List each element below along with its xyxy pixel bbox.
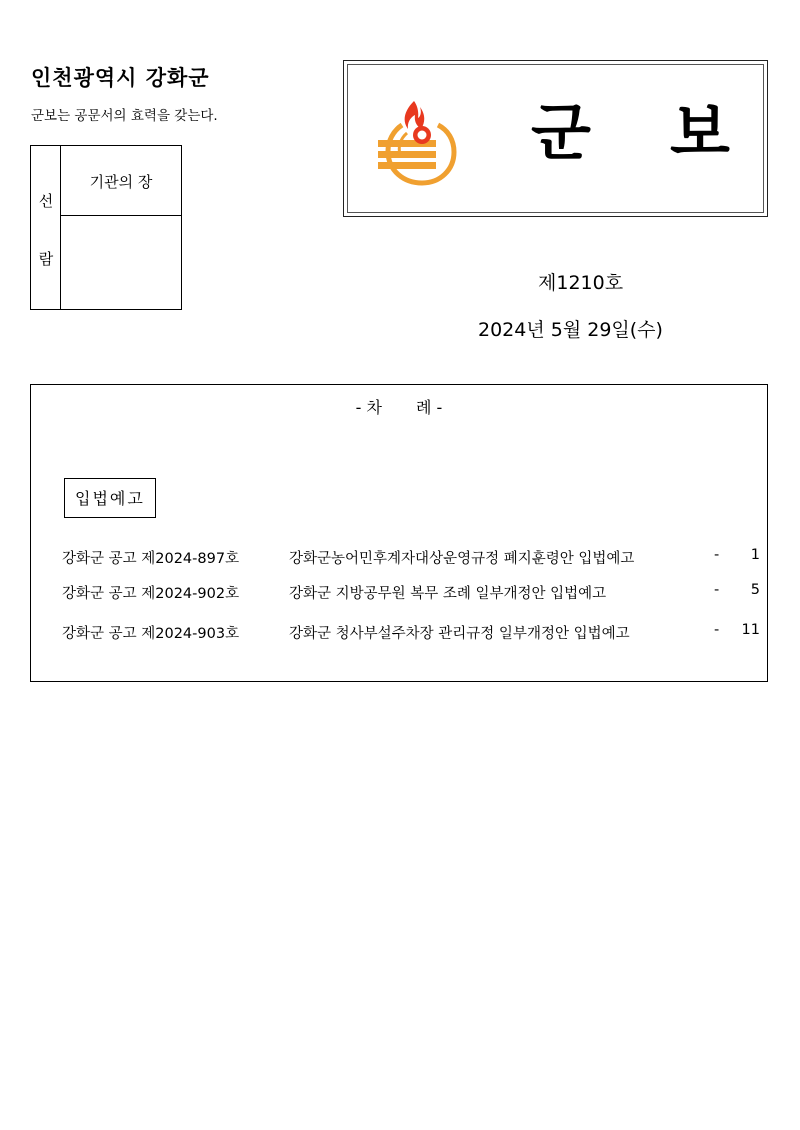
toc-title-left: - 차 [355, 398, 382, 417]
toc-entry-page: 11 [741, 622, 760, 638]
legal-notice: 군보는 공문서의 효력을 갖는다. [31, 108, 218, 124]
toc-entry-subject: 강화군 청사부설주차장 관리규정 일부개정안 입법예고 [289, 626, 630, 642]
issue-date: 2024년 5월 29일(수) [478, 319, 663, 341]
toc-entry-page: 5 [750, 582, 760, 598]
approval-box [30, 145, 182, 310]
toc-title [31, 395, 767, 418]
toc-entry-subject: 강화군 지방공무원 복무 조례 일부개정안 입법예고 [289, 586, 607, 602]
toc-entry-announcement: 강화군 공고 제2024-903호 [62, 626, 240, 642]
toc-entry-page: 1 [750, 547, 760, 563]
approval-side-char-1: 선 [38, 192, 54, 210]
masthead-title-char-2: 보 [670, 96, 730, 169]
masthead [343, 60, 768, 217]
toc-entry-announcement: 강화군 공고 제2024-897호 [62, 551, 240, 567]
organization-name: 인천광역시 강화군 [31, 66, 210, 90]
section-label: 입법예고 [64, 478, 156, 518]
issue-number: 제1210호 [538, 272, 624, 294]
header [31, 62, 218, 124]
toc-entry[interactable] [62, 582, 762, 604]
toc-entry-dash: - [714, 582, 720, 598]
gangwha-emblem-icon [374, 95, 464, 190]
masthead-title-char-1: 군 [531, 96, 591, 169]
toc-entry-dash: - [714, 622, 720, 638]
masthead-inner-frame [347, 64, 764, 213]
approval-side-char-2: 람 [38, 250, 54, 268]
toc-entry[interactable] [62, 622, 762, 644]
toc-entry-dash: - [714, 547, 720, 563]
approval-head-label: 기관의 장 [61, 146, 181, 216]
toc-entry[interactable] [62, 547, 762, 569]
toc-title-right: 례 - [416, 398, 443, 417]
table-of-contents [30, 384, 768, 682]
toc-entry-subject: 강화군농어민후계자대상운영규정 폐지훈령안 입법예고 [289, 551, 635, 567]
approval-side-column [31, 146, 61, 309]
toc-entry-announcement: 강화군 공고 제2024-902호 [62, 586, 240, 602]
